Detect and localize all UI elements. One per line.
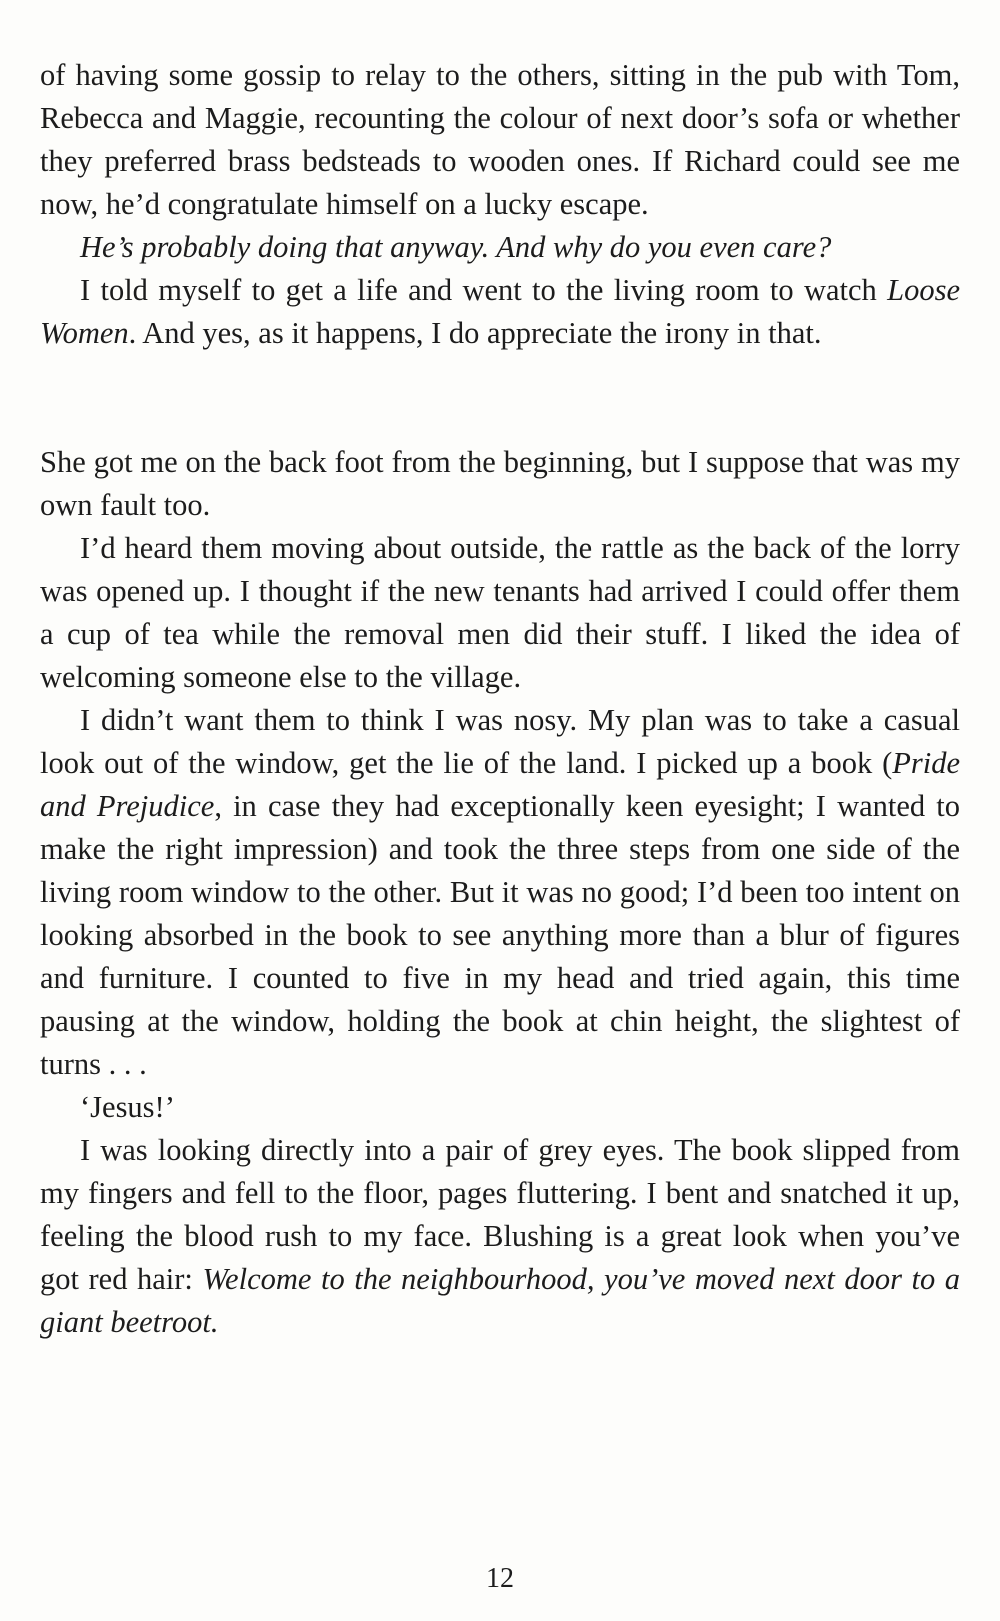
dialogue-text: ‘Jesus!’ [80, 1090, 175, 1124]
paragraph-dialogue [40, 1086, 960, 1129]
section-break [40, 355, 960, 441]
paragraph-loose-women [40, 269, 960, 355]
paragraph-text: , in case they had exceptionally keen eyesight; I wanted to make the right impression) and took the three steps from one side of the living room window to the other. But it was no good; I’d been too intent on looking absorbed in the book to see anything more than a blur of figures and furniture. I counted to five in my head and tried again, this time pausing at the window, holding the book at chin height, the slightest of turns . . . [40, 789, 960, 1081]
paragraph-text: . And yes, as it happens, I do appreciate the irony in that. [128, 316, 822, 350]
paragraph-text: I didn’t want them to think I was nosy. My plan was to take a casual look out of the window, get the lie of the land. I picked up a book ( [40, 703, 960, 780]
paragraph-italic-thought [40, 226, 960, 269]
paragraph-lorry [40, 527, 960, 699]
italic-text: Welcome to the neighbourhood, you’ve moved next door to a giant beetroot. [40, 1262, 961, 1339]
paragraph-continuation [40, 54, 960, 226]
body-text [40, 54, 960, 1344]
italic-title: Pride and Prejudice [40, 746, 960, 823]
paragraph-grey-eyes [40, 1129, 960, 1344]
italic-title: Loose Women [40, 273, 960, 350]
paragraph-text: I told myself to get a life and went to the living room to watch [80, 273, 888, 307]
paragraph-window [40, 699, 960, 1086]
paragraph-section-start [40, 441, 960, 527]
page-number: 12 [486, 1563, 514, 1594]
paragraph-text: I was looking directly into a pair of grey eyes. The book slipped from my fingers and fell to the floor, pages fluttering. I bent and snatched it up, feeling the blood rush to my face. Blushing is a great look when you’ve got red hair: [40, 1133, 960, 1296]
paragraph-text: I’d heard them moving about outside, the rattle as the back of the lorry was opened up. I thought if the new tenants had arrived I could offer them a cup of tea while the removal men did their stuff. I liked the idea of welcoming someone else to the village. [40, 531, 960, 694]
paragraph-text: of having some gossip to relay to the others, sitting in the pub with Tom, Rebecca and Maggie, recounting the colour of next door’s sofa or whether they preferred brass bedsteads to wooden ones. If Richard could see me now, he’d congratulate himself on a lucky escape. [40, 58, 960, 221]
italic-text: He’s probably doing that anyway. And why do you even care? [80, 230, 832, 264]
paragraph-text: She got me on the back foot from the beginning, but I suppose that was my own fault too. [40, 445, 960, 522]
